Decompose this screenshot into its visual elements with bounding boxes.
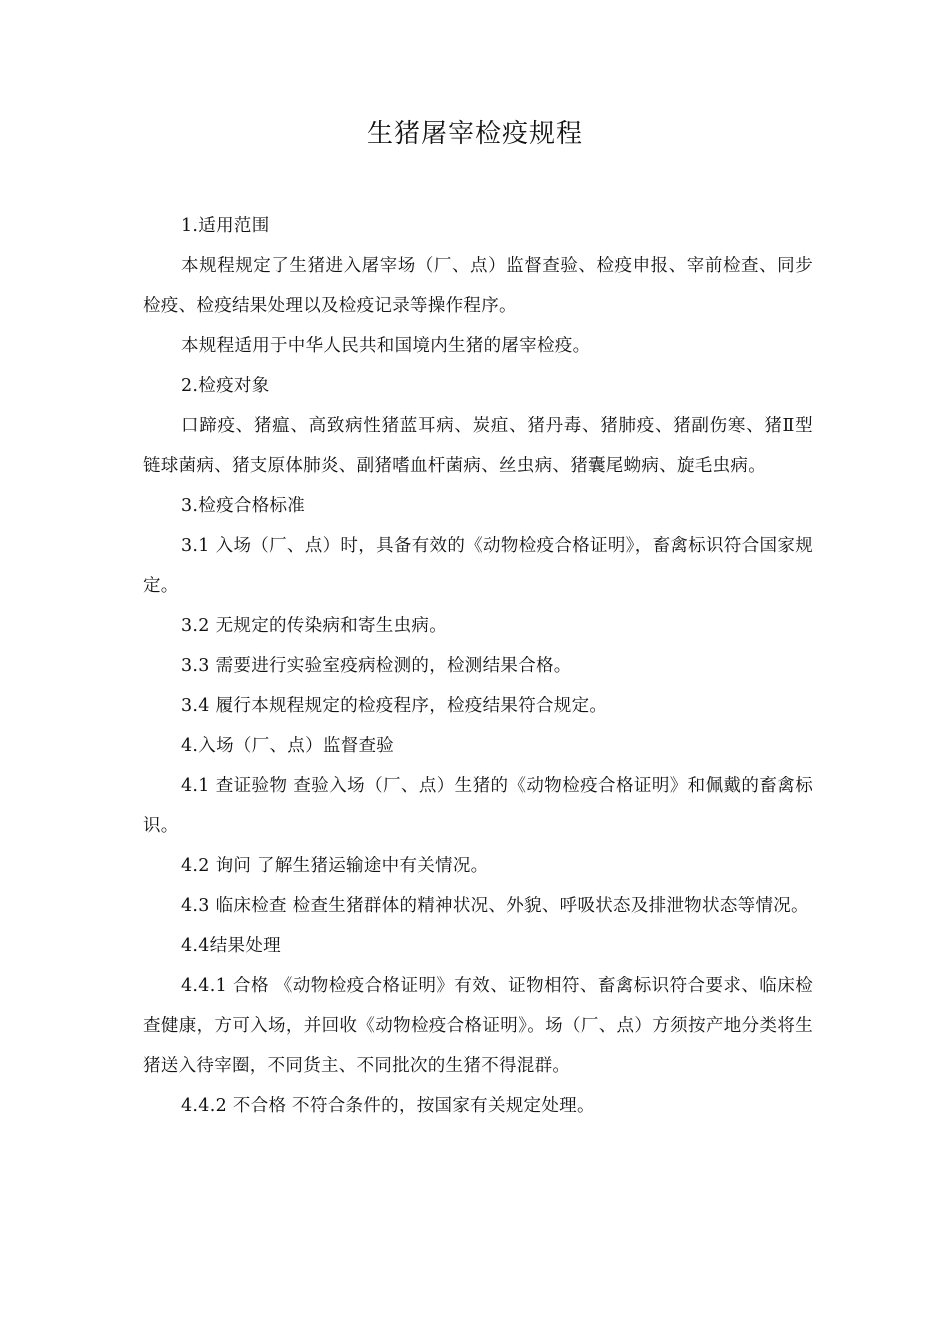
document-title: 生猪屠宰检疫规程 <box>366 119 583 149</box>
standard-3-4: 3.4 履行本规程规定的检疫程序，检疫结果符合规定。 <box>181 696 608 716</box>
inspection-4-1: 4.1 查证验物 查验入场（厂、点）生猪的《动物检疫合格证明》和佩戴的畜禽标识。 <box>143 776 813 836</box>
objects-paragraph: 口蹄疫、猪瘟、高致病性猪蓝耳病、炭疽、猪丹毒、猪肺疫、猪副伤寒、猪Ⅱ型链球菌病、猪支原体肺炎、副猪嗜血杆菌病、丝虫病、猪囊尾蚴病、旋毛虫病。 <box>143 416 813 476</box>
standard-3-1: 3.1 入场（厂、点）时，具备有效的《动物检疫合格证明》，畜禽标识符合国家规定。 <box>143 536 813 596</box>
section-heading-standards: 3.检疫合格标准 <box>181 496 306 516</box>
scope-paragraph-2: 本规程适用于中华人民共和国境内生猪的屠宰检疫。 <box>181 336 591 356</box>
standard-3-2: 3.2 无规定的传染病和寄生虫病。 <box>181 616 447 636</box>
inspection-4-4-1: 4.4.1 合格 《动物检疫合格证明》有效、证物相符、畜禽标识符合要求、临床检查健康，方可入场，并回收《动物检疫合格证明》。场（厂、点）方须按产地分类将生猪送入待宰圈，不同货主、不同批次的生猪不得混群。 <box>143 976 813 1076</box>
section-heading-objects: 2.检疫对象 <box>181 376 270 396</box>
inspection-4-2: 4.2 询问 了解生猪运输途中有关情况。 <box>181 856 489 876</box>
inspection-4-4-2: 4.4.2 不合格 不符合条件的，按国家有关规定处理。 <box>181 1096 595 1116</box>
inspection-4-4-heading: 4.4结果处理 <box>181 936 281 956</box>
section-heading-scope: 1.适用范围 <box>181 216 270 236</box>
section-heading-inspection: 4.入场（厂、点）监督查验 <box>181 736 395 756</box>
standard-3-3: 3.3 需要进行实验室疫病检测的，检测结果合格。 <box>181 656 572 676</box>
document-body <box>143 206 813 1126</box>
scope-paragraph-1: 本规程规定了生猪进入屠宰场（厂、点）监督查验、检疫申报、宰前检查、同步检疫、检疫结果处理以及检疫记录等操作程序。 <box>143 256 813 316</box>
inspection-4-3: 4.3 临床检查 检查生猪群体的精神状况、外貌、呼吸状态及排泄物状态等情况。 <box>181 896 809 916</box>
